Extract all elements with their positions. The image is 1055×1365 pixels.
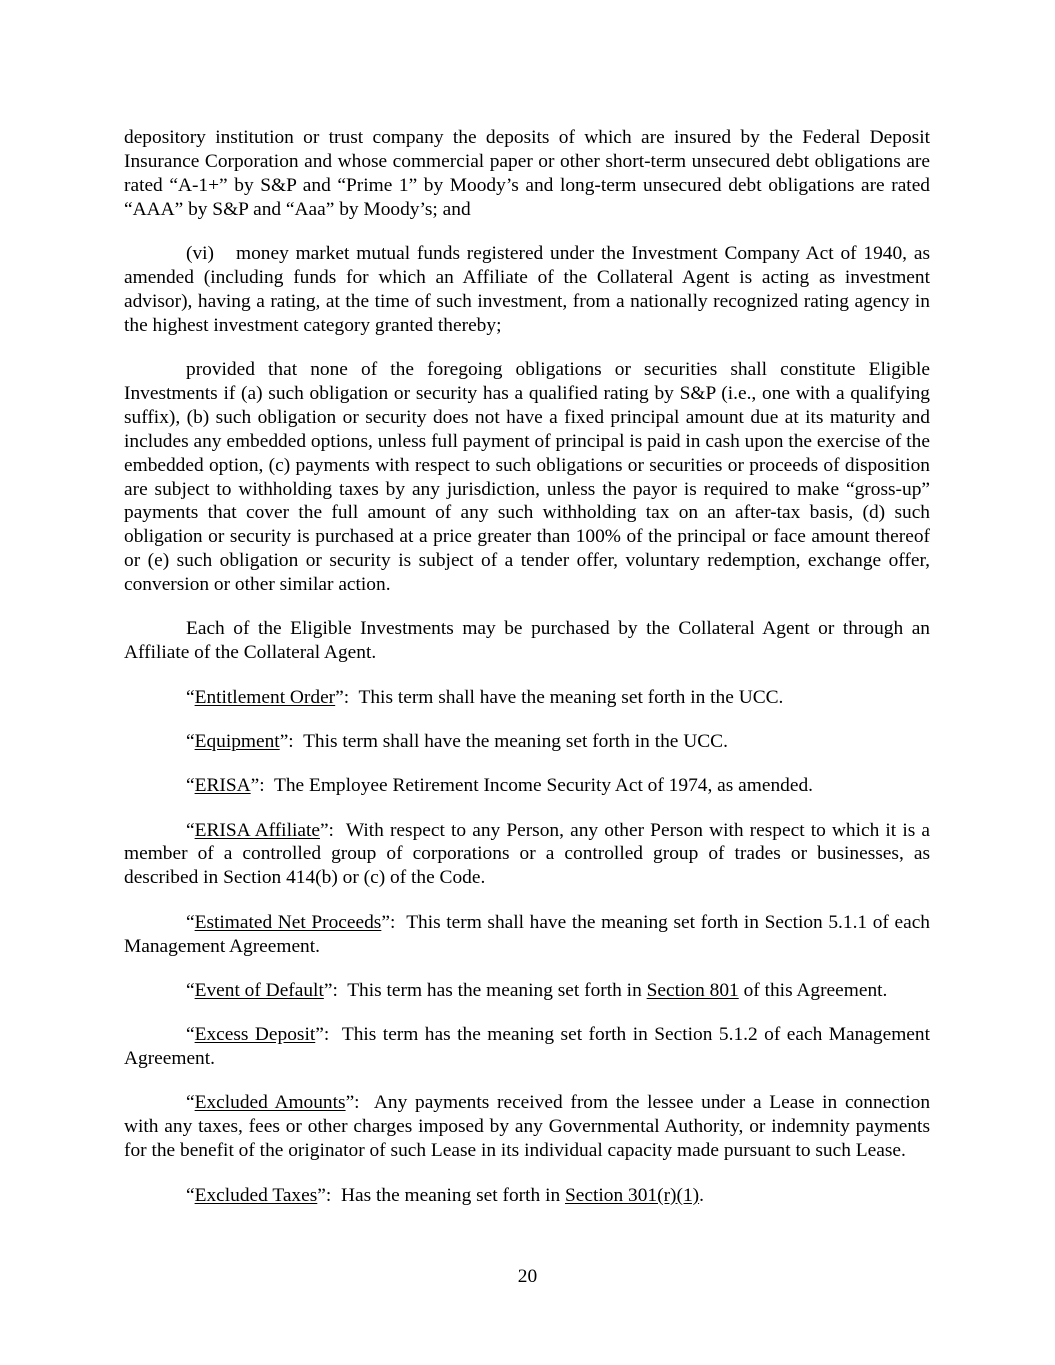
defined-term: ERISA Affiliate: [194, 819, 320, 841]
quote-close: ”:: [381, 911, 396, 933]
quote-open: “: [186, 686, 195, 708]
defined-term: ERISA: [194, 775, 251, 797]
quote-close: ”:: [315, 1024, 330, 1046]
quote-close: ”:: [317, 1184, 332, 1206]
quote-open: “: [186, 911, 195, 933]
defined-term: Event of Default: [194, 979, 324, 1001]
quote-open: “: [186, 819, 195, 841]
quote-close: ”:: [335, 686, 350, 708]
paragraph-text: provided that none of the foregoing obligations or securities shall constitute Eligible Investments if (a) such obligation or security has a qualified rating by S&P (i.e., one with a qualifying suffix), (b) such obligation or security does not have a fixed principal amount due at its maturity and includes any embedded options, unless full payment of principal is paid in cash upon the exercise of the embedded option, (c) payments with respect to such obligations or securities or proceeds of disposition are subject to withholding taxes by any jurisdiction, unless the payor is required to make “gross-up” payments that cover the full amount of any such withholding tax on an after-tax basis, (d) such obligation or security is purchased at a price greater than 100% of the principal or face amount thereof or (e) such obligation or security is subject of a tender offer, voluntary redemption, exchange offer, conversion or other similar action.: [124, 359, 930, 596]
definition-text: This term shall have the meaning set forth in the UCC.: [303, 730, 728, 752]
quote-close: ”:: [279, 730, 294, 752]
defined-term: Excluded Taxes: [194, 1184, 318, 1206]
definition-text: This term has the meaning set forth in: [347, 979, 642, 1001]
paragraph-continuation: [124, 126, 930, 222]
paragraph-provided-that: [124, 358, 930, 597]
defined-term: Equipment: [194, 730, 280, 752]
definition-equipment: [124, 730, 930, 754]
defined-term: Estimated Net Proceeds: [194, 911, 382, 933]
defined-term: Excess Deposit: [194, 1024, 316, 1046]
quote-open: “: [186, 1184, 195, 1206]
definition-text: Any payments received from the lessee under a Lease in connection with any taxes, fees or other charges imposed by any Governmental Authority, or indemnity payments for the benefit of the originator of such Lease in its individual capacity made pursuant to such Lease.: [124, 1092, 931, 1162]
definition-erisa: [124, 774, 930, 798]
quote-close: ”:: [319, 819, 334, 841]
definition-text: This term has the meaning set forth in Section 5.1.2 of each Management Agreement.: [124, 1024, 930, 1070]
quote-open: “: [186, 775, 195, 797]
definition-event-of-default: [124, 979, 930, 1003]
defined-term: Entitlement Order: [194, 686, 336, 708]
definition-text: This term shall have the meaning set forth in the UCC.: [358, 686, 784, 708]
list-item-text: money market mutual funds registered under the Investment Company Act of 1940, as amended (including funds for which an Affiliate of the Collateral Agent is acting as investment advisor), having a rating, at the time of such investment, from a nationally recognized rating agency in the highest investment category granted thereby;: [124, 243, 930, 336]
section-reference: Section 301(r)(1): [565, 1184, 700, 1206]
quote-open: “: [186, 1092, 195, 1114]
quote-open: “: [186, 730, 195, 752]
list-item-vi: [124, 242, 930, 338]
definition-erisa-affiliate: [124, 819, 930, 891]
paragraph-eligible-investments-purchase: [124, 617, 930, 665]
definition-estimated-net-proceeds: [124, 911, 930, 959]
definition-text: With respect to any Person, any other Person with respect to which it is a member of a controlled group of corporations or a controlled group of trades or businesses, as described in Section 414(b) or (c) of the Code.: [124, 819, 930, 889]
definition-excluded-taxes: [124, 1184, 930, 1208]
section-reference: Section 801: [646, 979, 739, 1001]
definition-excess-deposit: [124, 1023, 930, 1071]
list-number: (vi): [186, 243, 214, 265]
definition-text-tail: of this Agreement.: [743, 979, 888, 1001]
quote-close: ”:: [250, 775, 265, 797]
definition-text-tail: .: [699, 1184, 704, 1206]
definition-text: Has the meaning set forth in: [340, 1184, 561, 1206]
definition-text: This term shall have the meaning set forth in Section 5.1.1 of each Management Agreement.: [124, 911, 930, 957]
quote-open: “: [186, 979, 195, 1001]
paragraph-text: Each of the Eligible Investments may be purchased by the Collateral Agent or through an Affiliate of the Collateral Agent.: [124, 618, 930, 664]
definition-text: The Employee Retirement Income Security Act of 1974, as amended.: [274, 775, 813, 797]
definition-entitlement-order: [124, 686, 930, 710]
quote-open: “: [186, 1024, 195, 1046]
definition-excluded-amounts: [124, 1091, 930, 1163]
quote-close: ”:: [345, 1092, 360, 1114]
defined-term: Excluded Amounts: [194, 1092, 346, 1114]
quote-close: ”:: [323, 979, 338, 1001]
page-body: [124, 126, 930, 1228]
paragraph-text: depository institution or trust company the deposits of which are insured by the Federal Deposit Insurance Corporation and whose commercial paper or other short-term unsecured debt obligations are rated “A-1+” by S&P and “Prime 1” by Moody’s and long-term unsecured debt obligations are rated “AAA” by S&P and “Aaa” by Moody’s; and: [124, 127, 930, 220]
page-number: 20: [517, 1266, 538, 1287]
